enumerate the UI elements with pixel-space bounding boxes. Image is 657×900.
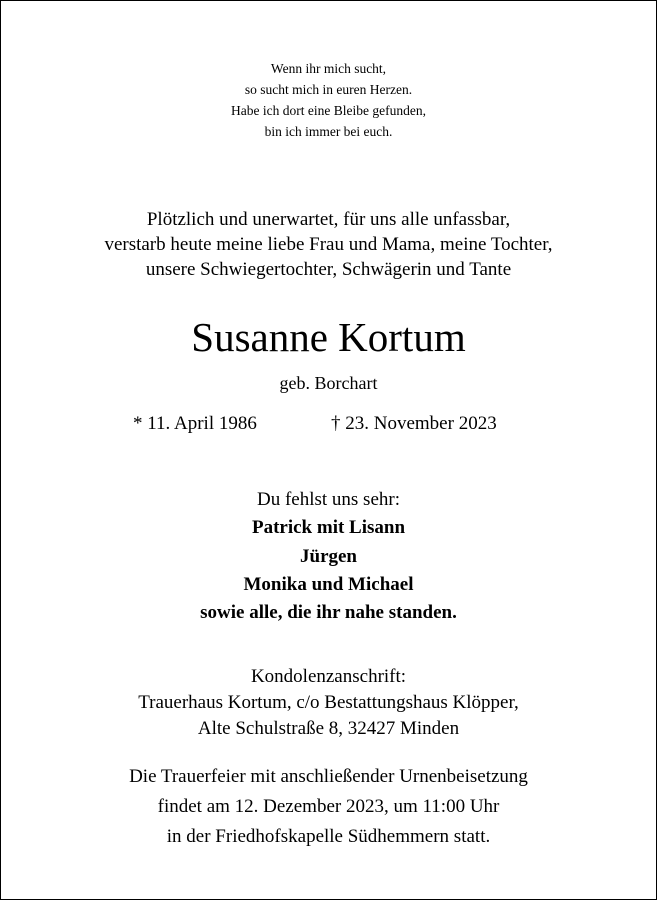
service-line: in der Friedhofskapelle Südhemmern statt. bbox=[166, 826, 491, 847]
mourner-name: Monika und Michael bbox=[243, 574, 414, 595]
intro-line: unsere Schwiegertochter, Schwägerin und Tante bbox=[145, 259, 512, 280]
poem-line: Wenn ihr mich sucht, bbox=[270, 61, 387, 76]
mourner-name: sowie alle, die ihr nahe standen. bbox=[200, 602, 457, 623]
poem-line: Habe ich dort eine Bleibe gefunden, bbox=[231, 103, 426, 118]
mourners-heading: Du fehlst uns sehr: bbox=[256, 489, 400, 510]
deceased-name: Susanne Kortum bbox=[191, 314, 466, 360]
poem-line: bin ich immer bei euch. bbox=[264, 124, 393, 139]
condolence-heading: Kondolenzanschrift: bbox=[250, 666, 407, 687]
life-dates bbox=[0, 412, 657, 436]
service-line: Die Trauerfeier mit anschließender Urnenbeisetzung bbox=[129, 766, 528, 787]
condolence-address-line: Alte Schulstraße 8, 32427 Minden bbox=[197, 718, 460, 739]
mourner-name: Jürgen bbox=[300, 546, 357, 567]
condolence-address-line: Trauerhaus Kortum, c/o Bestattungshaus Klöpper, bbox=[138, 692, 519, 713]
mourner-name: Patrick mit Lisann bbox=[251, 517, 406, 538]
poem-line: so sucht mich in euren Herzen. bbox=[244, 82, 413, 97]
intro-line: verstarb heute meine liebe Frau und Mama, meine Tochter, bbox=[104, 234, 553, 255]
service-line: findet am 12. Dezember 2023, um 11:00 Uhr bbox=[157, 796, 500, 817]
maiden-name: geb. Borchart bbox=[279, 373, 378, 393]
intro-line: Plötzlich und unerwartet, für uns alle unfassbar, bbox=[146, 209, 511, 230]
death-date: † 23. November 2023 bbox=[331, 413, 497, 434]
birth-date: * 11. April 1986 bbox=[133, 413, 257, 434]
